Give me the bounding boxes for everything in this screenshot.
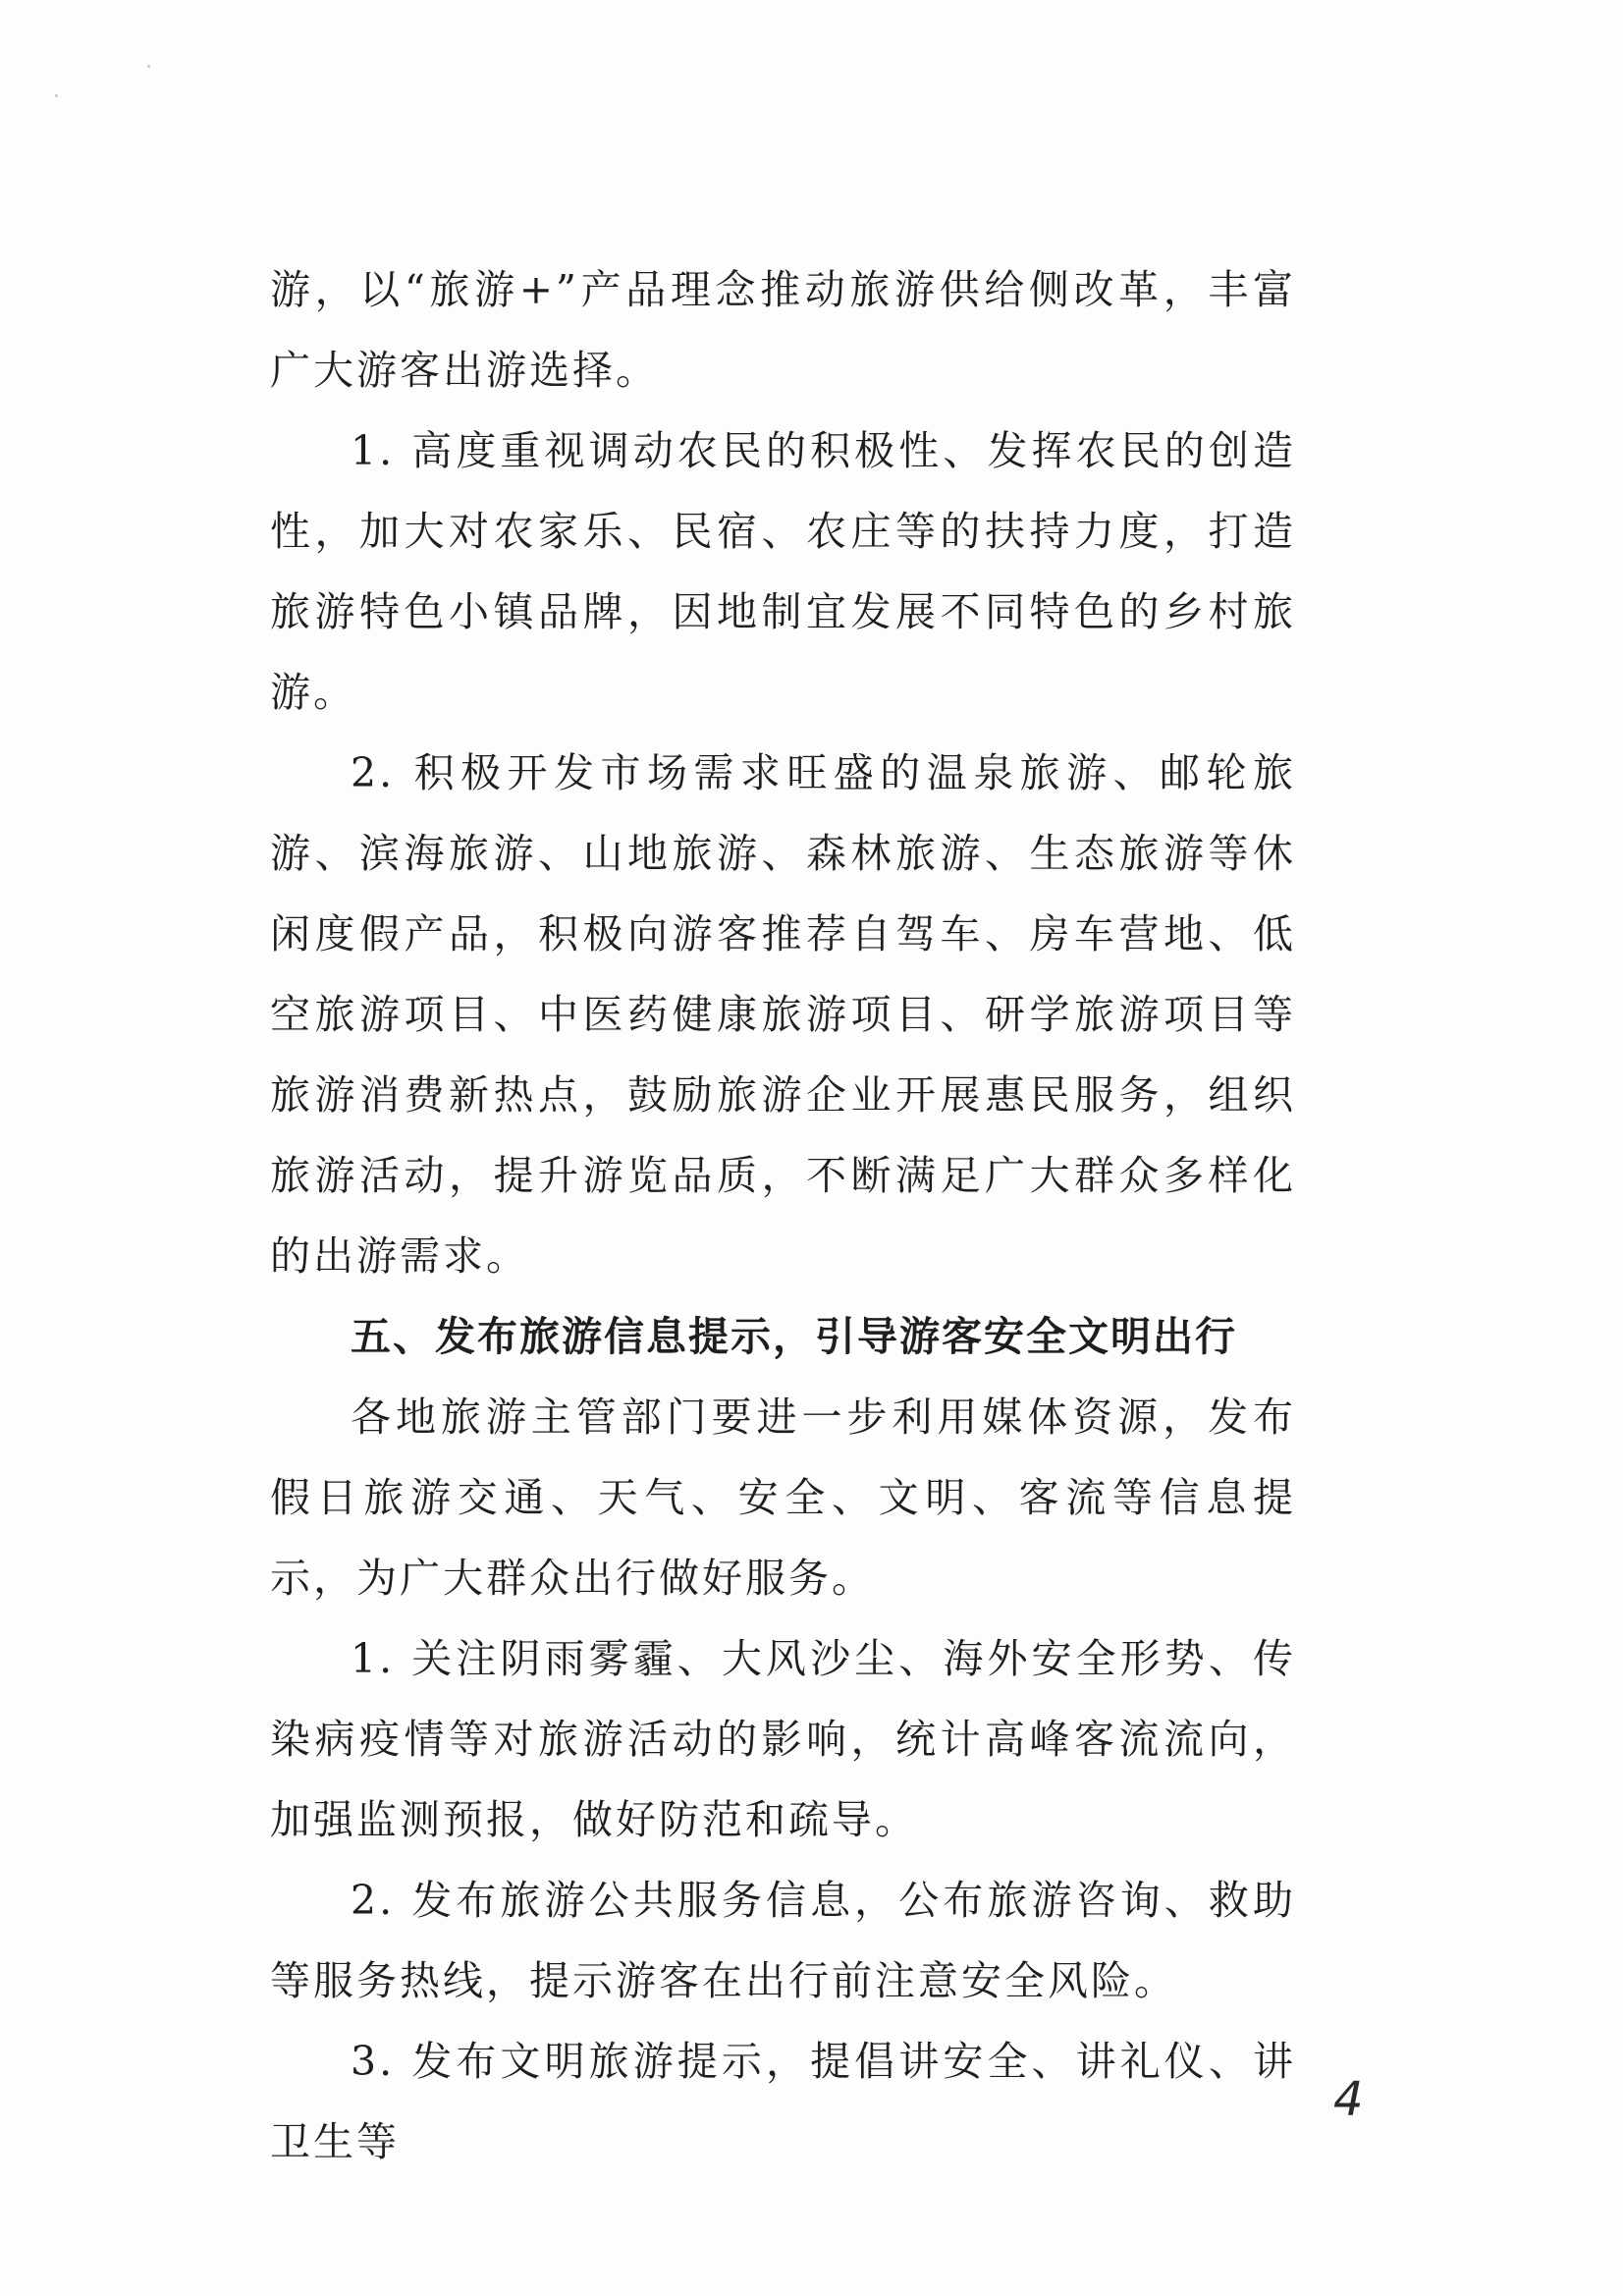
page-number: 4: [1333, 2072, 1364, 2127]
scan-speck: [147, 65, 150, 68]
paragraph-item-weather-monitoring: 1. 关注阴雨雾霾、大风沙尘、海外安全形势、传染病疫情等对旅游活动的影响，统计高峰客流流向，加强监测预报，做好防范和疏导。: [270, 1635, 1296, 1843]
section-heading-five: 五、发布旅游信息提示，引导游客安全文明出行: [351, 1313, 1237, 1360]
paragraph-continuation: 游，以“旅游+”产品理念推动旅游供给侧改革，丰富广大游客出游选择。: [270, 266, 1296, 394]
paragraph-item-public-service-info: 2. 发布旅游公共服务信息，公布旅游咨询、救助等服务热线，提示游客在出行前注意安全风险。: [270, 1877, 1296, 2004]
paragraph-section-intro: 各地旅游主管部门要进一步利用媒体资源，发布假日旅游交通、天气、安全、文明、客流等信息提示，为广大群众出行做好服务。: [270, 1394, 1296, 1602]
paragraph-item-rural-tourism: 1. 高度重视调动农民的积极性、发挥农民的创造性，加大对农家乐、民宿、农庄等的扶持力度，打造旅游特色小镇品牌，因地制宜发展不同特色的乡村旅游。: [270, 427, 1296, 716]
scan-speck: [55, 94, 58, 97]
document-body: [270, 249, 1296, 2182]
paragraph-item-leisure-products: 2. 积极开发市场需求旺盛的温泉旅游、邮轮旅游、滨海旅游、山地旅游、森林旅游、生态旅游等休闲度假产品，积极向游客推荐自驾车、房车营地、低空旅游项目、中医药健康旅游项目、研学旅游项目等旅游消费新热点，鼓励旅游企业开展惠民服务，组织旅游活动，提升游览品质，不断满足广大群众多样化的出游需求。: [270, 749, 1296, 1280]
paragraph-item-civilized-travel: 3. 发布文明旅游提示，提倡讲安全、讲礼仪、讲卫生等: [270, 2038, 1296, 2165]
